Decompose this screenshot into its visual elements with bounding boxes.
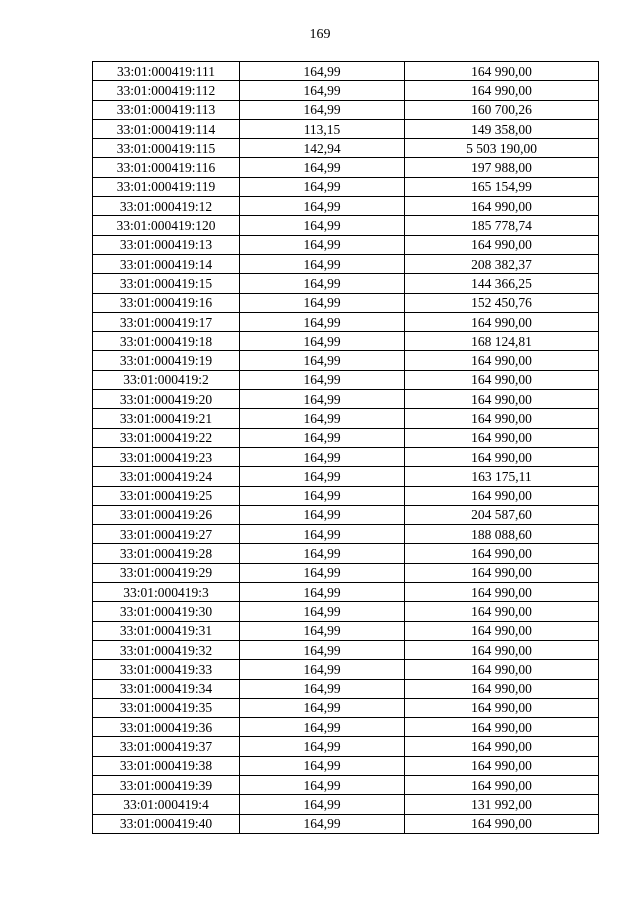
cadastral-number-cell: 33:01:000419:29 — [93, 563, 240, 582]
cadastral-number-cell: 33:01:000419:16 — [93, 293, 240, 312]
area-cell: 113,15 — [240, 119, 405, 138]
table-row — [93, 100, 599, 119]
area-cell: 164,99 — [240, 409, 405, 428]
value-cell: 164 990,00 — [405, 640, 599, 659]
table-row — [93, 312, 599, 331]
cadastral-number-cell: 33:01:000419:2 — [93, 370, 240, 389]
area-cell: 164,99 — [240, 544, 405, 563]
area-cell: 164,99 — [240, 756, 405, 775]
value-cell: 197 988,00 — [405, 158, 599, 177]
area-cell: 164,99 — [240, 737, 405, 756]
table-row — [93, 139, 599, 158]
table-row — [93, 370, 599, 389]
area-cell: 164,99 — [240, 583, 405, 602]
table-row — [93, 563, 599, 582]
value-cell: 188 088,60 — [405, 525, 599, 544]
cadastral-number-cell: 33:01:000419:35 — [93, 698, 240, 717]
value-cell: 185 778,74 — [405, 216, 599, 235]
area-cell: 164,99 — [240, 332, 405, 351]
value-cell: 164 990,00 — [405, 737, 599, 756]
table-row — [93, 177, 599, 196]
table-row — [93, 621, 599, 640]
table-row — [93, 775, 599, 794]
cadastral-number-cell: 33:01:000419:33 — [93, 660, 240, 679]
value-cell: 208 382,37 — [405, 254, 599, 273]
value-cell: 164 990,00 — [405, 197, 599, 216]
table-row — [93, 390, 599, 409]
area-cell: 164,99 — [240, 775, 405, 794]
table-row — [93, 119, 599, 138]
cadastral-number-cell: 33:01:000419:28 — [93, 544, 240, 563]
value-cell: 164 990,00 — [405, 312, 599, 331]
value-cell: 164 990,00 — [405, 81, 599, 100]
cadastral-number-cell: 33:01:000419:19 — [93, 351, 240, 370]
table-row — [93, 679, 599, 698]
area-cell: 164,99 — [240, 447, 405, 466]
value-cell: 164 990,00 — [405, 679, 599, 698]
value-cell: 164 990,00 — [405, 814, 599, 833]
table-row — [93, 62, 599, 81]
area-cell: 164,99 — [240, 177, 405, 196]
area-cell: 164,99 — [240, 62, 405, 81]
value-cell: 5 503 190,00 — [405, 139, 599, 158]
table-row — [93, 640, 599, 659]
area-cell: 164,99 — [240, 370, 405, 389]
value-cell: 164 990,00 — [405, 62, 599, 81]
area-cell: 164,99 — [240, 660, 405, 679]
value-cell: 164 990,00 — [405, 718, 599, 737]
area-cell: 164,99 — [240, 563, 405, 582]
table-row — [93, 351, 599, 370]
value-cell: 164 990,00 — [405, 390, 599, 409]
cadastral-number-cell: 33:01:000419:119 — [93, 177, 240, 196]
area-cell: 164,99 — [240, 602, 405, 621]
value-cell: 163 175,11 — [405, 467, 599, 486]
area-cell: 164,99 — [240, 235, 405, 254]
cadastral-number-cell: 33:01:000419:111 — [93, 62, 240, 81]
table-row — [93, 254, 599, 273]
area-cell: 164,99 — [240, 351, 405, 370]
value-cell: 164 990,00 — [405, 428, 599, 447]
table-row — [93, 544, 599, 563]
area-cell: 164,99 — [240, 814, 405, 833]
cadastral-number-cell: 33:01:000419:12 — [93, 197, 240, 216]
table-row — [93, 814, 599, 833]
value-cell: 160 700,26 — [405, 100, 599, 119]
cadastral-number-cell: 33:01:000419:20 — [93, 390, 240, 409]
cadastral-number-cell: 33:01:000419:25 — [93, 486, 240, 505]
table-row — [93, 525, 599, 544]
area-cell: 164,99 — [240, 293, 405, 312]
cadastral-number-cell: 33:01:000419:24 — [93, 467, 240, 486]
table-row — [93, 447, 599, 466]
table-row — [93, 505, 599, 524]
value-cell: 144 366,25 — [405, 274, 599, 293]
value-cell: 164 990,00 — [405, 602, 599, 621]
table-row — [93, 216, 599, 235]
cadastral-number-cell: 33:01:000419:114 — [93, 119, 240, 138]
table-row — [93, 293, 599, 312]
area-cell: 164,99 — [240, 795, 405, 814]
cadastral-number-cell: 33:01:000419:37 — [93, 737, 240, 756]
value-cell: 168 124,81 — [405, 332, 599, 351]
cadastral-table — [92, 61, 599, 834]
cadastral-number-cell: 33:01:000419:113 — [93, 100, 240, 119]
cadastral-number-cell: 33:01:000419:18 — [93, 332, 240, 351]
cadastral-number-cell: 33:01:000419:23 — [93, 447, 240, 466]
table-row — [93, 718, 599, 737]
table-row — [93, 274, 599, 293]
table-row — [93, 795, 599, 814]
value-cell: 164 990,00 — [405, 447, 599, 466]
table-row — [93, 428, 599, 447]
table-row — [93, 737, 599, 756]
area-cell: 164,99 — [240, 486, 405, 505]
cadastral-number-cell: 33:01:000419:40 — [93, 814, 240, 833]
table-row — [93, 81, 599, 100]
cadastral-number-cell: 33:01:000419:22 — [93, 428, 240, 447]
area-cell: 164,99 — [240, 254, 405, 273]
table-row — [93, 698, 599, 717]
cadastral-number-cell: 33:01:000419:115 — [93, 139, 240, 158]
cadastral-number-cell: 33:01:000419:15 — [93, 274, 240, 293]
area-cell: 164,99 — [240, 698, 405, 717]
table-row — [93, 756, 599, 775]
cadastral-number-cell: 33:01:000419:116 — [93, 158, 240, 177]
table-row — [93, 660, 599, 679]
cadastral-number-cell: 33:01:000419:3 — [93, 583, 240, 602]
cadastral-number-cell: 33:01:000419:17 — [93, 312, 240, 331]
value-cell: 164 990,00 — [405, 486, 599, 505]
table-row — [93, 235, 599, 254]
area-cell: 164,99 — [240, 158, 405, 177]
area-cell: 164,99 — [240, 525, 405, 544]
area-cell: 164,99 — [240, 718, 405, 737]
area-cell: 164,99 — [240, 197, 405, 216]
value-cell: 149 358,00 — [405, 119, 599, 138]
value-cell: 164 990,00 — [405, 698, 599, 717]
value-cell: 164 990,00 — [405, 583, 599, 602]
area-cell: 164,99 — [240, 100, 405, 119]
value-cell: 204 587,60 — [405, 505, 599, 524]
value-cell: 152 450,76 — [405, 293, 599, 312]
value-cell: 164 990,00 — [405, 544, 599, 563]
area-cell: 164,99 — [240, 640, 405, 659]
value-cell: 164 990,00 — [405, 756, 599, 775]
value-cell: 164 990,00 — [405, 563, 599, 582]
cadastral-number-cell: 33:01:000419:14 — [93, 254, 240, 273]
cadastral-number-cell: 33:01:000419:38 — [93, 756, 240, 775]
area-cell: 164,99 — [240, 390, 405, 409]
cadastral-number-cell: 33:01:000419:26 — [93, 505, 240, 524]
value-cell: 164 990,00 — [405, 351, 599, 370]
table-row — [93, 158, 599, 177]
cadastral-number-cell: 33:01:000419:39 — [93, 775, 240, 794]
value-cell: 164 990,00 — [405, 235, 599, 254]
cadastral-number-cell: 33:01:000419:4 — [93, 795, 240, 814]
value-cell: 164 990,00 — [405, 775, 599, 794]
value-cell: 164 990,00 — [405, 370, 599, 389]
cadastral-number-cell: 33:01:000419:30 — [93, 602, 240, 621]
area-cell: 164,99 — [240, 621, 405, 640]
table-row — [93, 486, 599, 505]
cadastral-number-cell: 33:01:000419:21 — [93, 409, 240, 428]
value-cell: 164 990,00 — [405, 409, 599, 428]
table-row — [93, 467, 599, 486]
table-row — [93, 409, 599, 428]
cadastral-number-cell: 33:01:000419:13 — [93, 235, 240, 254]
table-body — [93, 62, 599, 834]
value-cell: 131 992,00 — [405, 795, 599, 814]
cadastral-number-cell: 33:01:000419:31 — [93, 621, 240, 640]
cadastral-number-cell: 33:01:000419:34 — [93, 679, 240, 698]
table-row — [93, 332, 599, 351]
area-cell: 164,99 — [240, 428, 405, 447]
page-number: 169 — [309, 27, 331, 42]
cadastral-number-cell: 33:01:000419:112 — [93, 81, 240, 100]
table-row — [93, 197, 599, 216]
cadastral-number-cell: 33:01:000419:32 — [93, 640, 240, 659]
table-row — [93, 583, 599, 602]
cadastral-number-cell: 33:01:000419:27 — [93, 525, 240, 544]
area-cell: 164,99 — [240, 312, 405, 331]
area-cell: 164,99 — [240, 679, 405, 698]
area-cell: 164,99 — [240, 274, 405, 293]
value-cell: 164 990,00 — [405, 660, 599, 679]
area-cell: 164,99 — [240, 467, 405, 486]
cadastral-number-cell: 33:01:000419:36 — [93, 718, 240, 737]
table-row — [93, 602, 599, 621]
area-cell: 164,99 — [240, 81, 405, 100]
area-cell: 142,94 — [240, 139, 405, 158]
value-cell: 165 154,99 — [405, 177, 599, 196]
cadastral-number-cell: 33:01:000419:120 — [93, 216, 240, 235]
area-cell: 164,99 — [240, 505, 405, 524]
area-cell: 164,99 — [240, 216, 405, 235]
value-cell: 164 990,00 — [405, 621, 599, 640]
